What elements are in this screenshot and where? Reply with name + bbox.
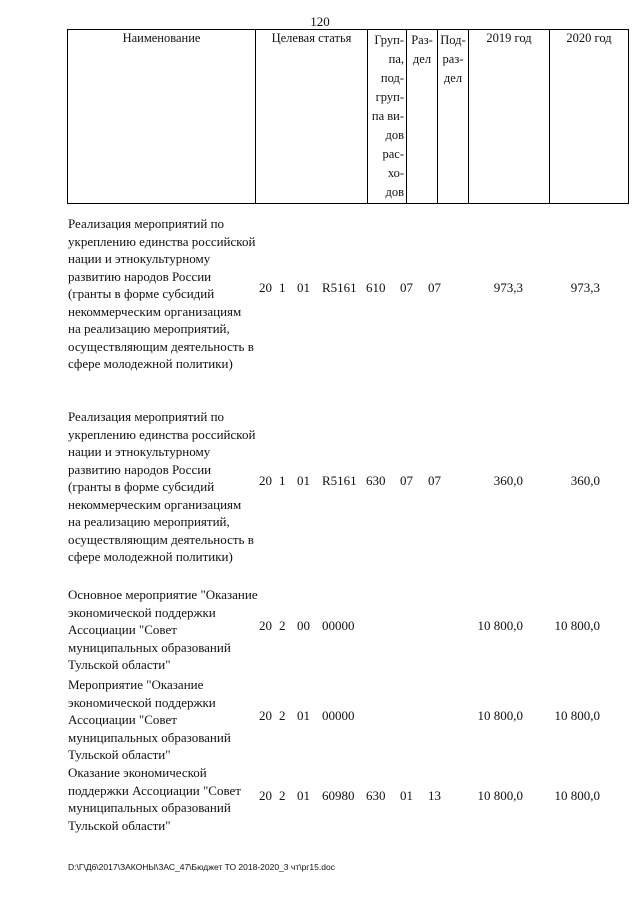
- header-name: Наименование: [68, 30, 256, 204]
- row-main-event: 01: [297, 708, 310, 723]
- header-year-2019: 2019 год: [469, 30, 550, 204]
- row-program: 20: [259, 788, 272, 803]
- row-program: 20: [259, 473, 272, 488]
- header-year-2020: 2020 год: [550, 30, 629, 204]
- row-direction: 00000: [322, 708, 355, 723]
- page-number: 120: [310, 14, 330, 29]
- row-subprogram: 2: [279, 618, 286, 633]
- row-subsection: 07: [428, 473, 441, 488]
- row-name: Основное мероприятие "Оказание экономической поддержки Ассоциации "Совет муниципальных образований Тульской области": [68, 587, 258, 672]
- row-section: 07: [400, 473, 413, 488]
- row-name: Реализация мероприятий по укреплению единства российской нации и этнокультурному развитию народов России (гранты в форме субсидий некоммерческим организациям на реализацию мероприятий, осуществляющим деятельность в сфере молодежной политики): [68, 216, 256, 371]
- table-header: [67, 29, 629, 204]
- row-main-event: 01: [297, 280, 310, 295]
- row-expense-group: 630: [366, 473, 386, 488]
- row-value-2019: 973,3: [493, 280, 523, 295]
- row-name: Реализация мероприятий по укреплению единства российской нации и этнокультурному развитию народов России (гранты в форме субсидий некоммерческим организациям на реализацию мероприятий, осуществляющим деятельность в сфере молодежной политики): [68, 409, 256, 564]
- header-section: Раз- дел: [407, 30, 438, 204]
- document-path-footer: D:\Г\Д6\2017\ЗАКОНЫ\ЗАС_47\Бюджет ТО 2018-2020_3 чт\рг15.doc: [68, 862, 335, 872]
- row-value-2020: 10 800,0: [554, 708, 600, 723]
- row-direction: 60980: [322, 788, 355, 803]
- row-value-2020: 360,0: [570, 473, 600, 488]
- row-direction: R5161: [322, 473, 357, 488]
- row-subsection: 07: [428, 280, 441, 295]
- row-direction: R5161: [322, 280, 357, 295]
- row-value-2020: 10 800,0: [554, 788, 600, 803]
- row-value-2019: 10 800,0: [477, 618, 523, 633]
- row-main-event: 00: [297, 618, 310, 633]
- header-target-article: Целевая статья: [256, 30, 368, 204]
- row-main-event: 01: [297, 788, 310, 803]
- row-section: 01: [400, 788, 413, 803]
- header-expense-group: Груп- па, под- груп- па ви- дов рас- хо- дов: [368, 30, 407, 204]
- header-subsection: Под- раз- дел: [438, 30, 469, 204]
- row-subprogram: 2: [279, 788, 286, 803]
- row-expense-group: 610: [366, 280, 386, 295]
- row-expense-group: 630: [366, 788, 386, 803]
- row-subprogram: 2: [279, 708, 286, 723]
- row-program: 20: [259, 618, 272, 633]
- row-value-2019: 360,0: [493, 473, 523, 488]
- row-direction: 00000: [322, 618, 355, 633]
- row-program: 20: [259, 280, 272, 295]
- row-main-event: 01: [297, 473, 310, 488]
- row-value-2019: 10 800,0: [477, 708, 523, 723]
- row-subprogram: 1: [279, 280, 286, 295]
- row-subsection: 13: [428, 788, 441, 803]
- row-name: Мероприятие "Оказание экономической поддержки Ассоциации "Совет муниципальных образований Тульской области": [68, 677, 231, 762]
- row-section: 07: [400, 280, 413, 295]
- row-value-2020: 10 800,0: [554, 618, 600, 633]
- row-subprogram: 1: [279, 473, 286, 488]
- row-value-2020: 973,3: [570, 280, 600, 295]
- row-name: Оказание экономической поддержки Ассоциации "Совет муниципальных образований Тульской области": [68, 765, 241, 833]
- row-program: 20: [259, 708, 272, 723]
- row-value-2019: 10 800,0: [477, 788, 523, 803]
